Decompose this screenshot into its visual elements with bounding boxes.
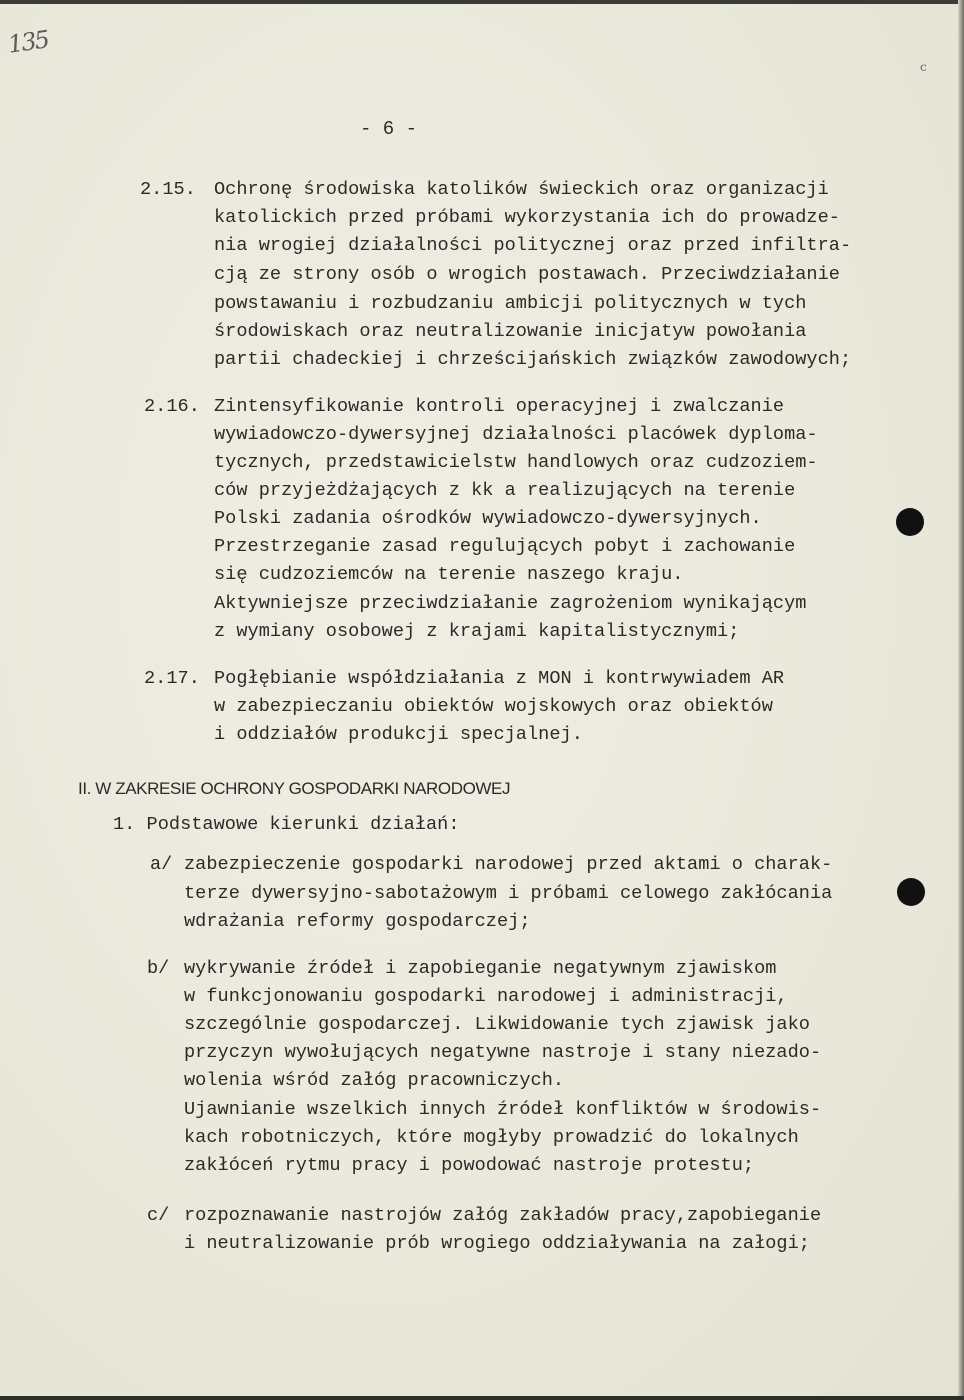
item-text-line: Przestrzeganie zasad regulujących pobyt i zachowanie xyxy=(214,536,796,557)
item-text-line: się cudzoziemców na terenie naszego kraju. xyxy=(214,564,684,585)
item-text-line: Aktywniejsze przeciwdziałanie zagrożeniom wynikającym xyxy=(214,593,807,614)
point-text-line: przyczyn wywołujących negatywne nastroje i stany niezado- xyxy=(184,1042,822,1063)
item-text-line: Zintensyfikowanie kontroli operacyjnej i zwalczanie xyxy=(214,396,785,417)
point-text-line: zabezpieczenie gospodarki narodowej przed aktami o charak- xyxy=(184,854,833,875)
item-text-line: partii chadeckiej i chrześcijańskich związków zawodowych; xyxy=(214,349,852,370)
handwritten-folio-number: 135 xyxy=(6,25,50,59)
item-text-line: ców przyjeżdżających z kk a realizujących na terenie xyxy=(214,480,796,501)
item-text-line: z wymiany osobowej z krajami kapitalistycznymi; xyxy=(214,621,740,642)
point-text-line: zakłóceń rytmu pracy i powodować nastroje protestu; xyxy=(184,1155,755,1176)
item-text-line: środowiskach oraz neutralizowanie inicjatyw powołania xyxy=(214,321,807,342)
item-text-line: Polski zadania ośrodków wywiadowczo-dywersyjnych. xyxy=(214,508,762,529)
corner-mark: c xyxy=(920,60,927,74)
item-text-line: tycznych, przedstawicielstw handlowych oraz cudzoziem- xyxy=(214,452,818,473)
item-text-line: i oddziałów produkcji specjalnej. xyxy=(214,724,583,745)
item-number: 2.15. xyxy=(140,179,196,200)
item-text-line: cją ze strony osób o wrogich postawach. Przeciwdziałanie xyxy=(214,264,840,285)
point-text-line: rozpoznawanie nastrojów załóg zakładów pracy,zapobieganie xyxy=(184,1205,822,1226)
item-number: 2.16. xyxy=(144,396,200,417)
point-text-line: Ujawnianie wszelkich innych źródeł konfliktów w środowis- xyxy=(184,1099,822,1120)
item-text-line: Ochronę środowiska katolików świeckich oraz organizacji xyxy=(214,179,829,200)
point-text-line: i neutralizowanie prób wrogiego oddziaływania na załogi; xyxy=(184,1233,810,1254)
item-text-line: nia wrogiej działalności politycznej oraz przed infiltra- xyxy=(214,235,852,256)
item-text-line: katolickich przed próbami wykorzystania ich do prowadze- xyxy=(214,207,840,228)
point-text-line: terze dywersyjno-sabotażowym i próbami celowego zakłócania xyxy=(184,883,833,904)
item-text-line: w zabezpieczaniu obiektów wojskowych oraz obiektów xyxy=(214,696,773,717)
scan-edge-bottom xyxy=(0,1396,964,1400)
punch-hole xyxy=(896,508,924,536)
point-text-line: w funkcjonowaniu gospodarki narodowej i administracji, xyxy=(184,986,788,1007)
point-label: c/ xyxy=(147,1205,170,1226)
point-label: a/ xyxy=(150,854,173,875)
point-text-line: wdrażania reformy gospodarczej; xyxy=(184,911,531,932)
point-text-line: wykrywanie źródeł i zapobieganie negatywnym zjawiskom xyxy=(184,958,777,979)
point-label: b/ xyxy=(147,958,170,979)
point-text-line: szczególnie gospodarczej. Likwidowanie tych zjawisk jako xyxy=(184,1014,810,1035)
page-number: - 6 - xyxy=(360,118,418,140)
subsection-heading: 1. Podstawowe kierunki działań: xyxy=(113,814,460,835)
item-text-line: Pogłębianie współdziałania z MON i kontrwywiadem AR xyxy=(214,668,785,689)
punch-hole xyxy=(897,878,925,906)
section-heading: II. W ZAKRESIE OCHRONY GOSPODARKI NARODOWEJ xyxy=(78,779,511,798)
item-text-line: wywiadowczo-dywersyjnej działalności placówek dyploma- xyxy=(214,424,818,445)
item-text-line: powstawaniu i rozbudzaniu ambicji politycznych w tych xyxy=(214,293,807,314)
point-text-line: wolenia wśród załóg pracowniczych. xyxy=(184,1070,565,1091)
point-text-line: kach robotniczych, które mogłyby prowadzić do lokalnych xyxy=(184,1127,799,1148)
item-number: 2.17. xyxy=(144,668,200,689)
scan-edge-right xyxy=(958,0,964,1400)
